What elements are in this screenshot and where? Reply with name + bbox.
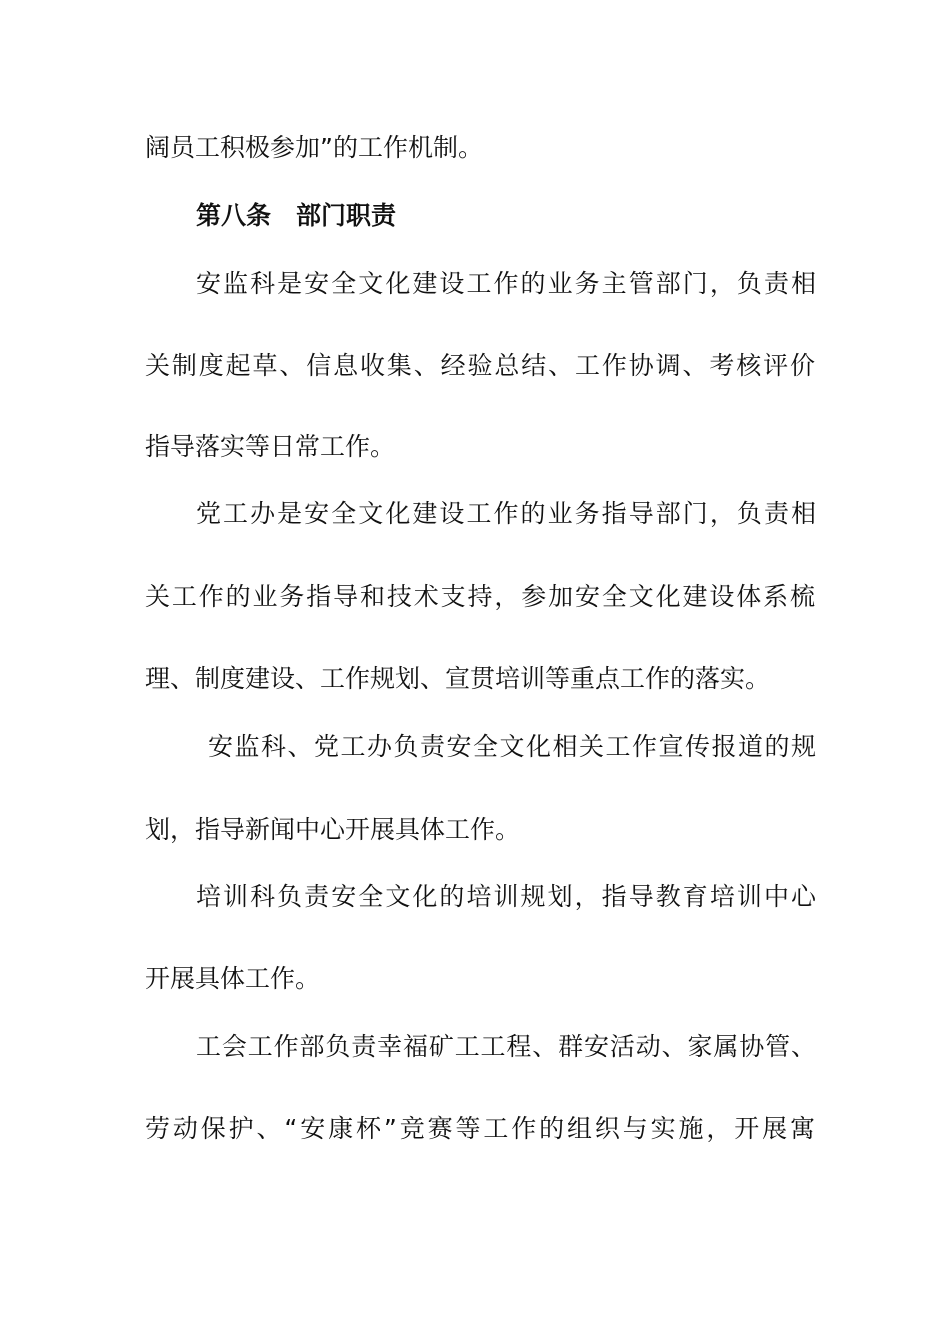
paragraph-line: 安监科、党工办负责安全文化相关工作宣传报道的规 bbox=[208, 732, 816, 761]
article-heading: 第八条 部门职责 bbox=[196, 201, 397, 230]
paragraph-line: 关工作的业务指导和技术支持，参加安全文化建设体系梳 bbox=[145, 582, 815, 611]
paragraph-line: 党工办是安全文化建设工作的业务指导部门，负责相 bbox=[196, 499, 816, 528]
paragraph-line: 劳动保护、“安康杯”竞赛等工作的组织与实施，开展寓 bbox=[145, 1114, 815, 1143]
paragraph-line: 培训科负责安全文化的培训规划，指导教育培训中心 bbox=[196, 882, 816, 911]
paragraph-line: 理、制度建设、工作规划、宣贯培训等重点工作的落实。 bbox=[145, 664, 771, 693]
text-line-continuation: 阔员工积极参加”的工作机制。 bbox=[145, 133, 483, 162]
paragraph-line: 关制度起草、信息收集、经验总结、工作协调、考核评价 bbox=[145, 351, 815, 380]
paragraph-line: 划，指导新闻中心开展具体工作。 bbox=[145, 815, 521, 844]
paragraph-line: 安监科是安全文化建设工作的业务主管部门，负责相 bbox=[196, 269, 816, 298]
paragraph-line: 指导落实等日常工作。 bbox=[145, 432, 396, 461]
paragraph-line: 开展具体工作。 bbox=[145, 964, 321, 993]
paragraph-line: 工会工作部负责幸福矿工工程、群安活动、家属协管、 bbox=[196, 1032, 816, 1061]
